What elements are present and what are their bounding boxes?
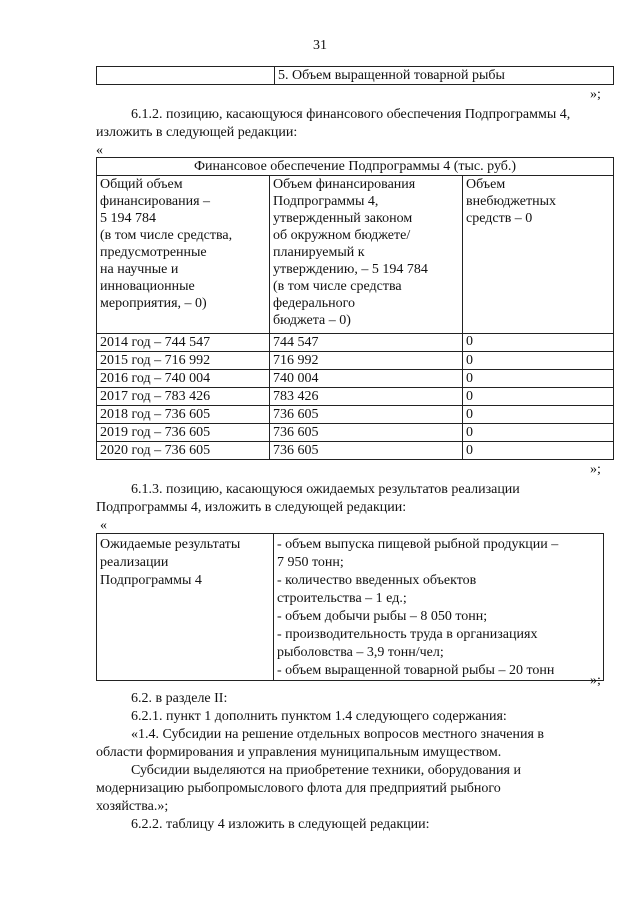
budget-cell: 716 992	[270, 352, 463, 370]
finance-table	[96, 157, 614, 460]
section-6-2-1: 6.2.1. пункт 1 дополнить пунктом 1.4 следующего содержания:	[131, 709, 507, 724]
section-1-4-line2: области формирования и управления муниципальным имуществом.	[96, 745, 502, 760]
page-number: 31	[313, 38, 327, 53]
table-row	[97, 352, 614, 370]
finance-col-extra: Объем внебюджетных средств – 0	[463, 176, 614, 334]
budget-cell: 744 547	[270, 334, 463, 352]
finance-col-budget: Объем финансирования Подпрограммы 4, утвержденный законом об окружном бюджете/ планируемый к утверждению, – 5 194 784 (в том числе средства федерального бюджета – 0)	[270, 176, 463, 334]
para-613-line2: Подпрограммы 4, изложить в следующей редакции:	[96, 500, 407, 515]
table-row	[97, 442, 614, 460]
subsidy-line1: Субсидии выделяются на приобретение техники, оборудования и	[131, 763, 521, 778]
year-cell: 2015 год – 716 992	[97, 352, 270, 370]
table-row	[97, 334, 614, 352]
year-cell: 2014 год – 744 547	[97, 334, 270, 352]
budget-cell: 740 004	[270, 370, 463, 388]
open-quote-2: «	[100, 518, 107, 533]
table-row	[97, 424, 614, 442]
section-6-2: 6.2. в разделе II:	[131, 691, 228, 706]
extra-cell: 0	[463, 352, 614, 370]
budget-cell: 736 605	[270, 424, 463, 442]
finance-col-total: Общий объем финансирования – 5 194 784 (в том числе средства, предусмотренные на научные и инновационные мероприятия, – 0)	[97, 176, 270, 334]
extra-cell-empty	[463, 334, 614, 352]
extra-cell: 0	[463, 442, 614, 460]
year-cell: 2019 год – 736 605	[97, 424, 270, 442]
table-row	[97, 388, 614, 406]
para-612-line1: 6.1.2. позицию, касающуюся финансового обеспечения Подпрограммы 4,	[131, 107, 571, 122]
table-row	[97, 370, 614, 388]
results-list: - объем выпуска пищевой рыбной продукции – 7 950 тонн; - количество введенных объектов строительства – 1 ед.; - объем добычи рыбы – 8 050 тонн; - производительность труда в организациях рыболовства – 3,9 тонн/чел; - объем выращенной товарной рыбы – 20 тонн	[274, 534, 604, 681]
results-table	[96, 533, 604, 681]
extra-cell: 0	[463, 370, 614, 388]
close-quote-2: »;	[590, 462, 601, 477]
top-table-empty-cell	[97, 67, 275, 85]
extra-cell-2014: 0	[466, 334, 473, 349]
year-cell: 2020 год – 736 605	[97, 442, 270, 460]
top-table-cell: 5. Объем выращенной товарной рыбы	[275, 67, 614, 85]
top-table	[96, 66, 614, 85]
close-quote-1: »;	[590, 87, 601, 102]
section-1-4-line1: «1.4. Субсидии на решение отдельных вопросов местного значения в	[131, 727, 544, 742]
table-row	[97, 406, 614, 424]
section-6-2-2: 6.2.2. таблицу 4 изложить в следующей редакции:	[131, 817, 430, 832]
extra-cell: 0	[463, 388, 614, 406]
subsidy-line3: хозяйства.»;	[96, 799, 169, 814]
results-label: Ожидаемые результаты реализации Подпрограммы 4	[97, 534, 274, 681]
year-cell: 2016 год – 740 004	[97, 370, 270, 388]
budget-cell: 783 426	[270, 388, 463, 406]
extra-cell: 0	[463, 406, 614, 424]
para-612-line2: изложить в следующей редакции:	[96, 125, 298, 140]
para-613-line1: 6.1.3. позицию, касающуюся ожидаемых результатов реализации	[131, 482, 520, 497]
subsidy-line2: модернизацию рыбопромыслового флота для предприятий рыбного	[96, 781, 501, 796]
open-quote-1: «	[96, 143, 103, 158]
finance-table-header: Финансовое обеспечение Подпрограммы 4 (тыс. руб.)	[97, 158, 614, 176]
extra-cell: 0	[463, 424, 614, 442]
year-cell: 2017 год – 783 426	[97, 388, 270, 406]
budget-cell: 736 605	[270, 406, 463, 424]
year-cell: 2018 год – 736 605	[97, 406, 270, 424]
budget-cell: 736 605	[270, 442, 463, 460]
close-quote-3: »;	[590, 673, 601, 688]
